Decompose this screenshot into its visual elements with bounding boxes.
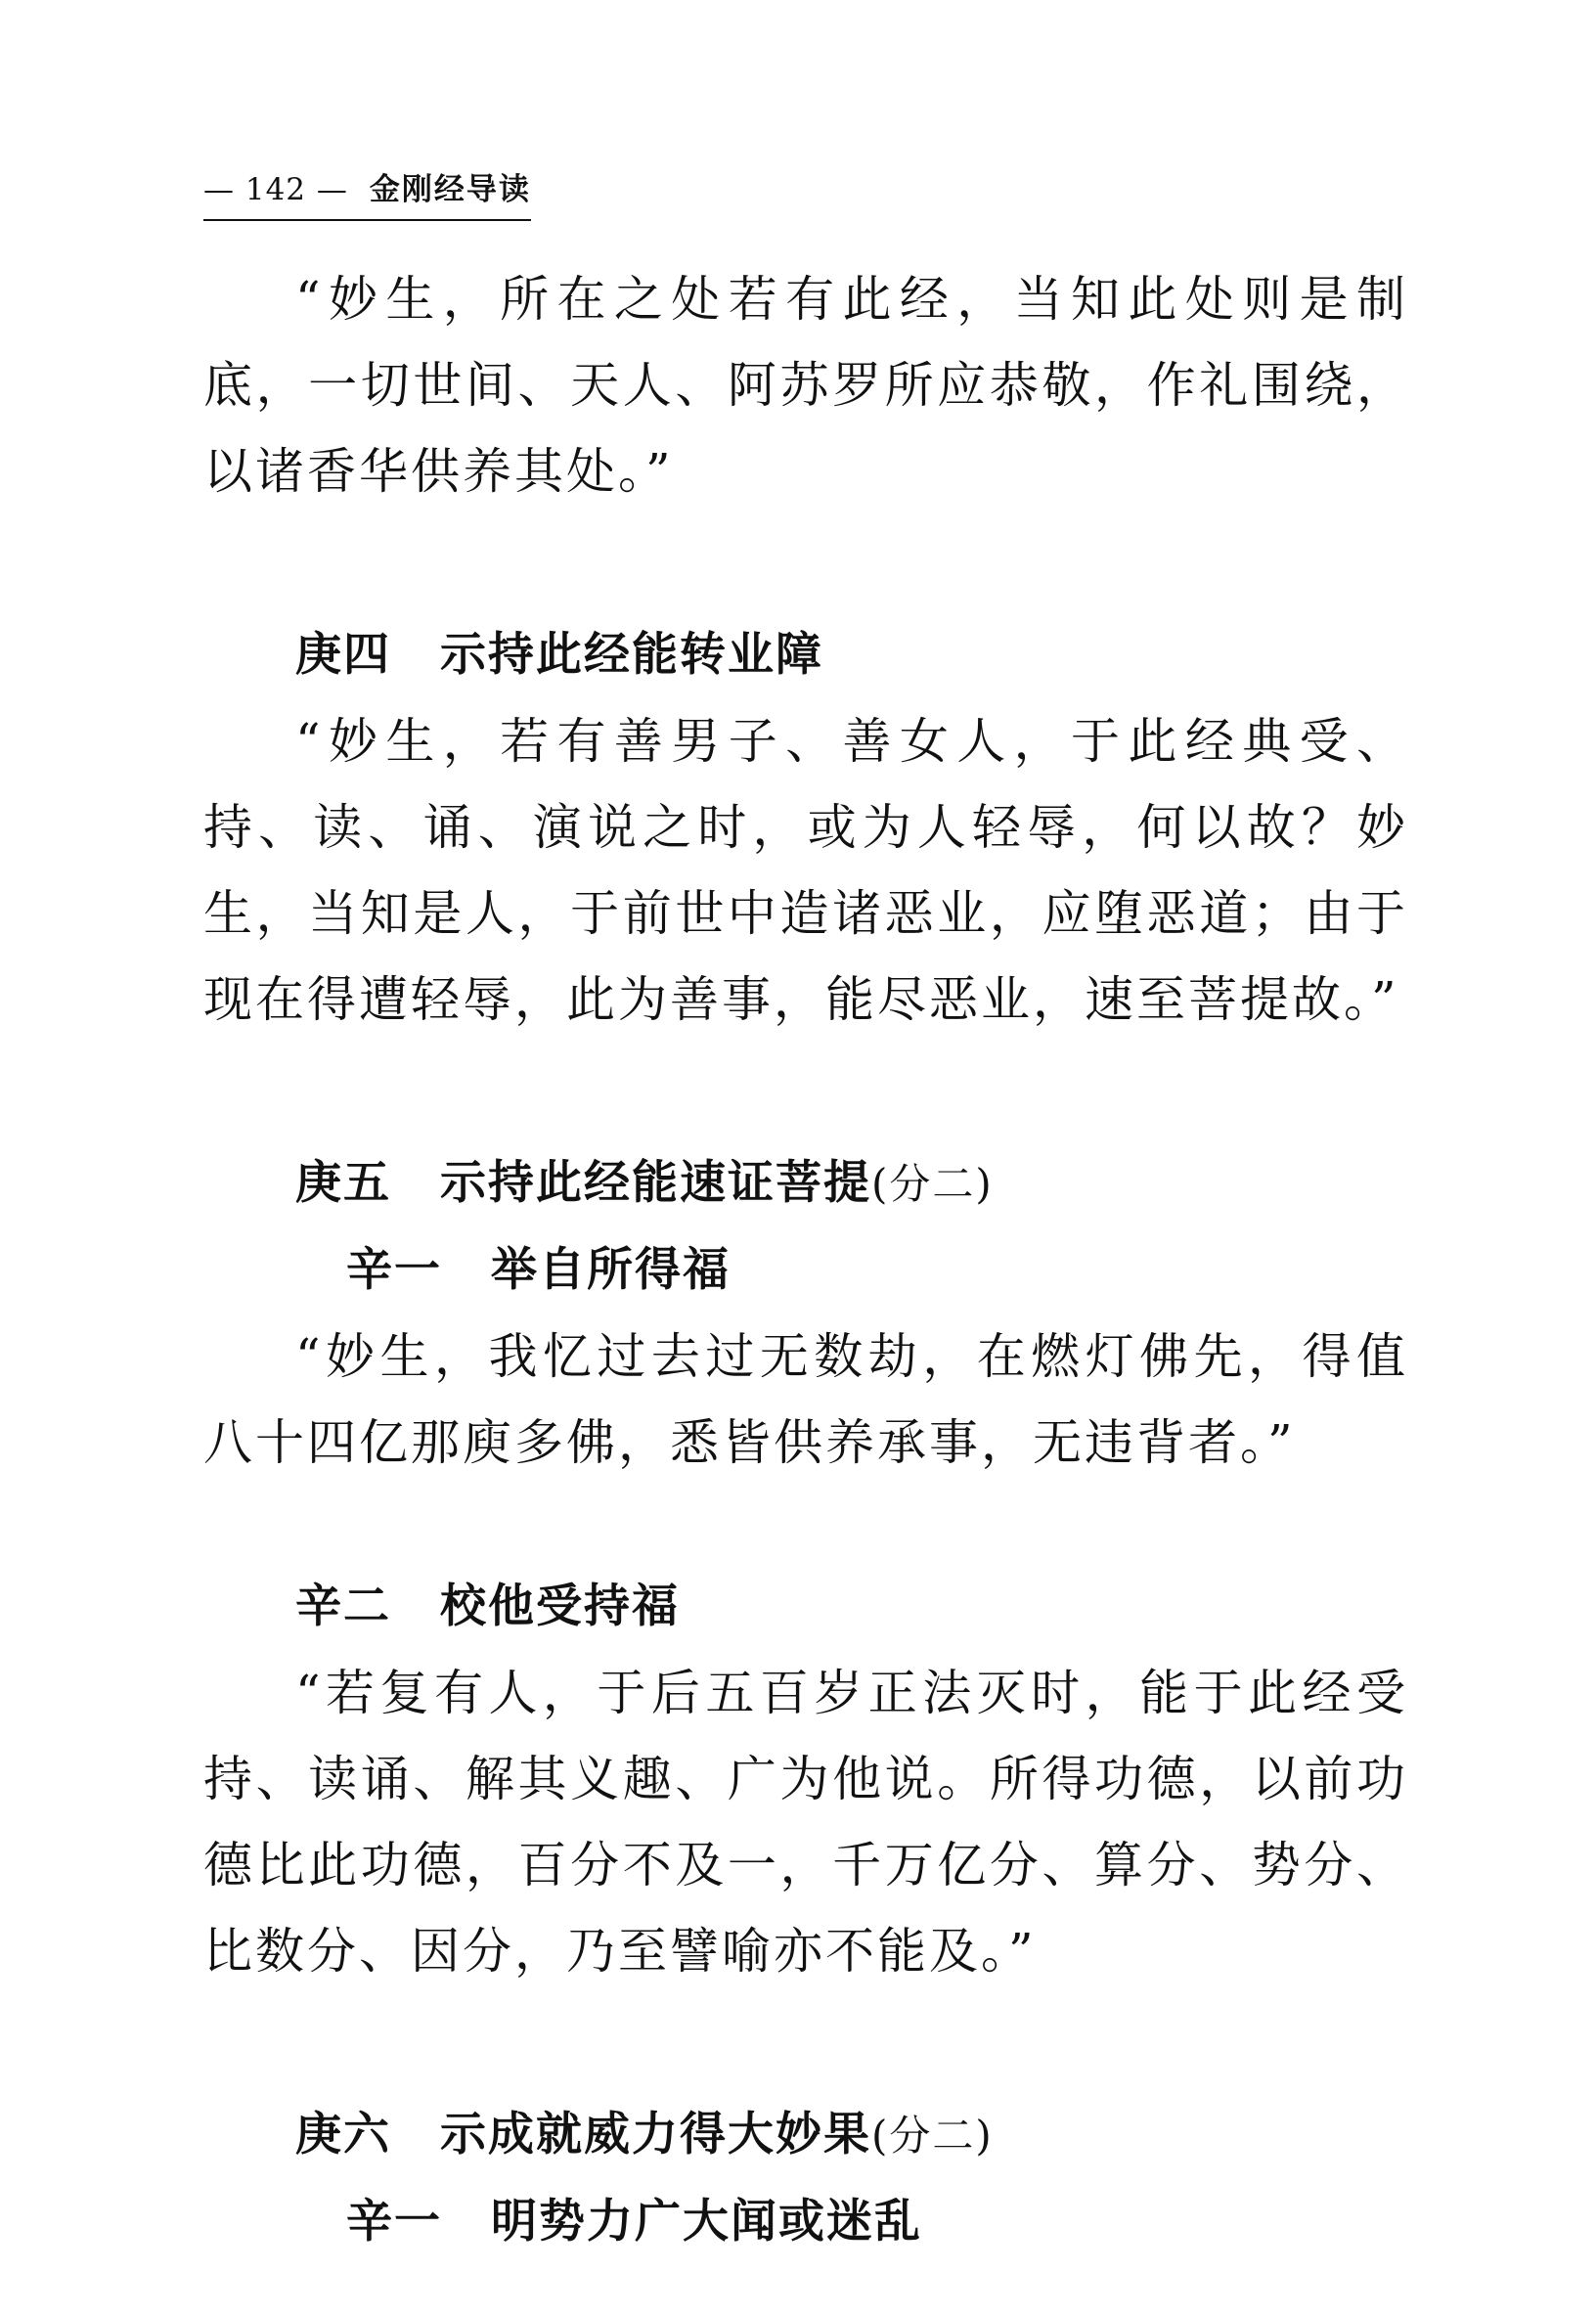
subsection-code: 辛一: [346, 1243, 442, 1297]
section-heading: [203, 2092, 1408, 2179]
subsection-heading: [203, 1564, 1408, 1650]
section-title: 示持此经能速证菩提: [440, 1156, 871, 1210]
scripture-paragraph: “妙生，我忆过去过无数劫，在燃灯佛先，得值八十四亿那庾多佛，悉皆供养承事，无违背者。”: [203, 1328, 1408, 1471]
scripture-paragraph: “若复有人，于后五百岁正法灭时，能于此经受持、读诵、解其义趣、广为他说。所得功德，以前功德比此功德，百分不及一，千万亿分、算分、势分、比数分、因分，乃至譬喻亦不能及。”: [203, 1665, 1408, 1980]
subsection-title: 明势力广大闻或迷乱: [491, 2195, 922, 2249]
subsection-title: 校他受持福: [440, 1580, 680, 1633]
page-body: [203, 256, 1408, 2265]
subsection-title: 举自所得福: [491, 1243, 731, 1297]
section-division-note: (分二): [871, 2112, 994, 2160]
subsection-heading: [203, 2179, 1408, 2265]
section-division-note: (分二): [871, 1160, 994, 1208]
page-number: — 142 —: [203, 172, 348, 207]
section-heading: [203, 612, 1408, 698]
subsection-heading: [203, 1227, 1408, 1314]
section-code: 庚四: [295, 628, 391, 682]
subsection-code: 辛一: [346, 2195, 442, 2249]
section-title: 示成就威力得大妙果: [440, 2108, 871, 2161]
subsection-code: 辛二: [295, 1580, 391, 1633]
section-heading: [203, 1140, 1408, 1227]
section-code: 庚六: [295, 2108, 391, 2161]
book-title: 金刚经导读: [369, 172, 531, 207]
scripture-paragraph: “妙生，所在之处若有此经，当知此处则是制底，一切世间、天人、阿苏罗所应恭敬，作礼围绕，以诸香华供养其处。”: [203, 271, 1408, 500]
section-code: 庚五: [295, 1156, 391, 1210]
scripture-paragraph: “妙生，若有善男子、善女人，于此经典受、持、读、诵、演说之时，或为人轻辱，何以故？妙生，当知是人，于前世中造诸恶业，应堕恶道；由于现在得遭轻辱，此为善事，能尽恶业，速至菩提故。”: [203, 713, 1408, 1028]
section-title: 示持此经能转业障: [440, 628, 823, 682]
running-header: [203, 164, 531, 221]
